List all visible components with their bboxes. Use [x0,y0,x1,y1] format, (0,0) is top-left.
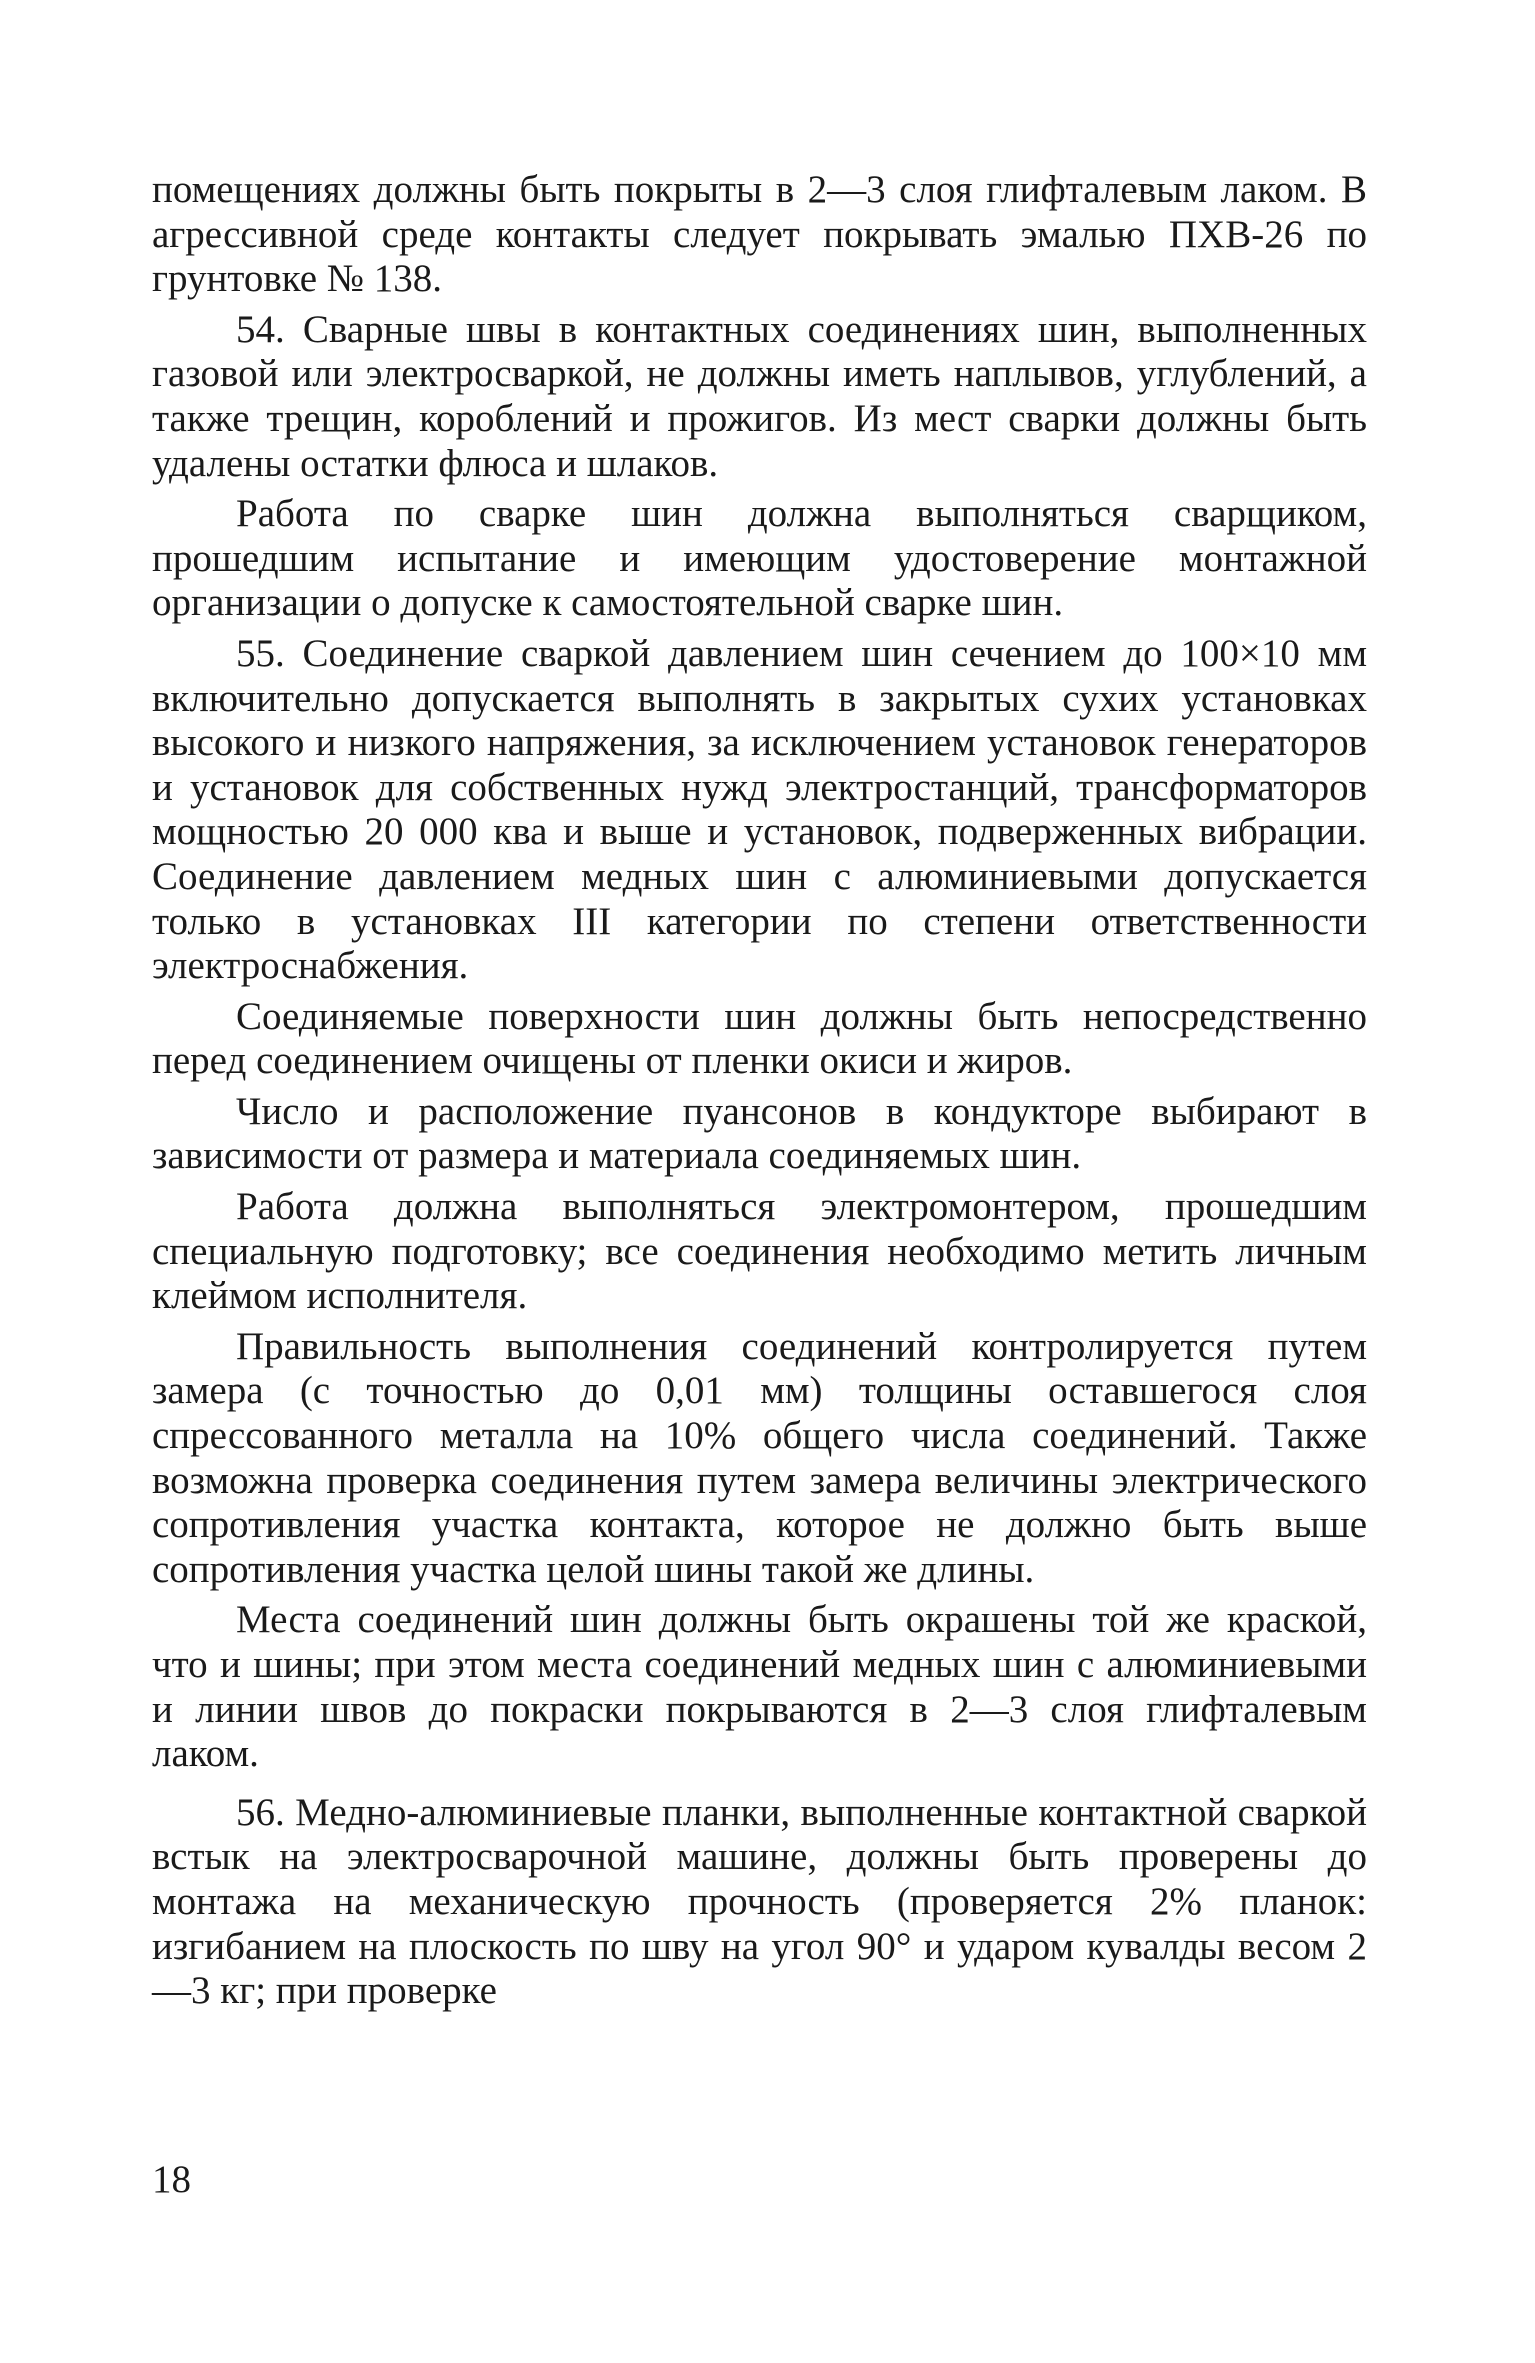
paragraph-punches: Число и расположение пуансонов в кондукторе выбирают в зависимости от размера и материала соединяемых шин. [152,1089,1367,1178]
body-text [152,168,1367,2020]
paragraph-56: 56. Медно-алюминиевые планки, выполненные контактной сваркой встык на электросварочной машине, должны быть проверены до монтажа на механическую прочность (проверяется 2% планок: изгибанием на плоскость по шву на угол 90° и ударом кувалды весом 2—3 кг; при проверке [152,1790,1367,2013]
paragraph-welding-work: Работа по сварке шин должна выполняться сварщиком, прошедшим испытание и имеющим удостоверение монтажной организации о допуске к самостоятельной сварке шин. [152,492,1367,625]
paragraph-quality-control: Правильность выполнения соединений контролируется путем замера (с точностью до 0,01 мм) толщины оставшегося слоя спрессованного металла на 10% общего числа соединений. Также возможна проверка соединения путем замера величины электрического сопротивления участка контакта, которое не должно быть выше сопротивления участка целой шины такой же длины. [152,1324,1367,1591]
paragraph-55: 55. Соединение сваркой давлением шин сечением до 100×10 мм включительно допускается выполнять в закрытых сухих установках высокого и низкого напряжения, за исключением установок генераторов и установок для собственных нужд электростанций, трансформаторов мощностью 20 000 ква и выше и установок, подверженных вибрации. Соединение давлением медных шин с алюминиевыми допускается только в установках III категории по степени ответственности электроснабжения. [152,631,1367,988]
paragraph-54: 54. Сварные швы в контактных соединениях шин, выполненных газовой или электросваркой, не должны иметь наплывов, углублений, а также трещин, короблений и прожигов. Из мест сварки должны быть удалены остатки флюса и шлаков. [152,307,1367,485]
paragraph-painting: Места соединений шин должны быть окрашены той же краской, что и шины; при этом места соединений медных шин с алюминиевыми и линии швов до покраски покрываются в 2—3 слоя глифталевым лаком. [152,1598,1367,1776]
paragraph-electrician: Работа должна выполняться электромонтером, прошедшим специальную подготовку; все соединения необходимо метить личным клеймом исполнителя. [152,1185,1367,1318]
paragraph-continuation: помещениях должны быть покрыты в 2—3 слоя глифталевым лаком. В агрессивной среде контакты следует покрывать эмалью ПХВ-26 по грунтовке № 138. [152,168,1367,301]
page-number: 18 [152,2158,191,2201]
paragraph-surface-cleaning: Соединяемые поверхности шин должны быть непосредственно перед соединением очищены от пленки окиси и жиров. [152,994,1367,1083]
